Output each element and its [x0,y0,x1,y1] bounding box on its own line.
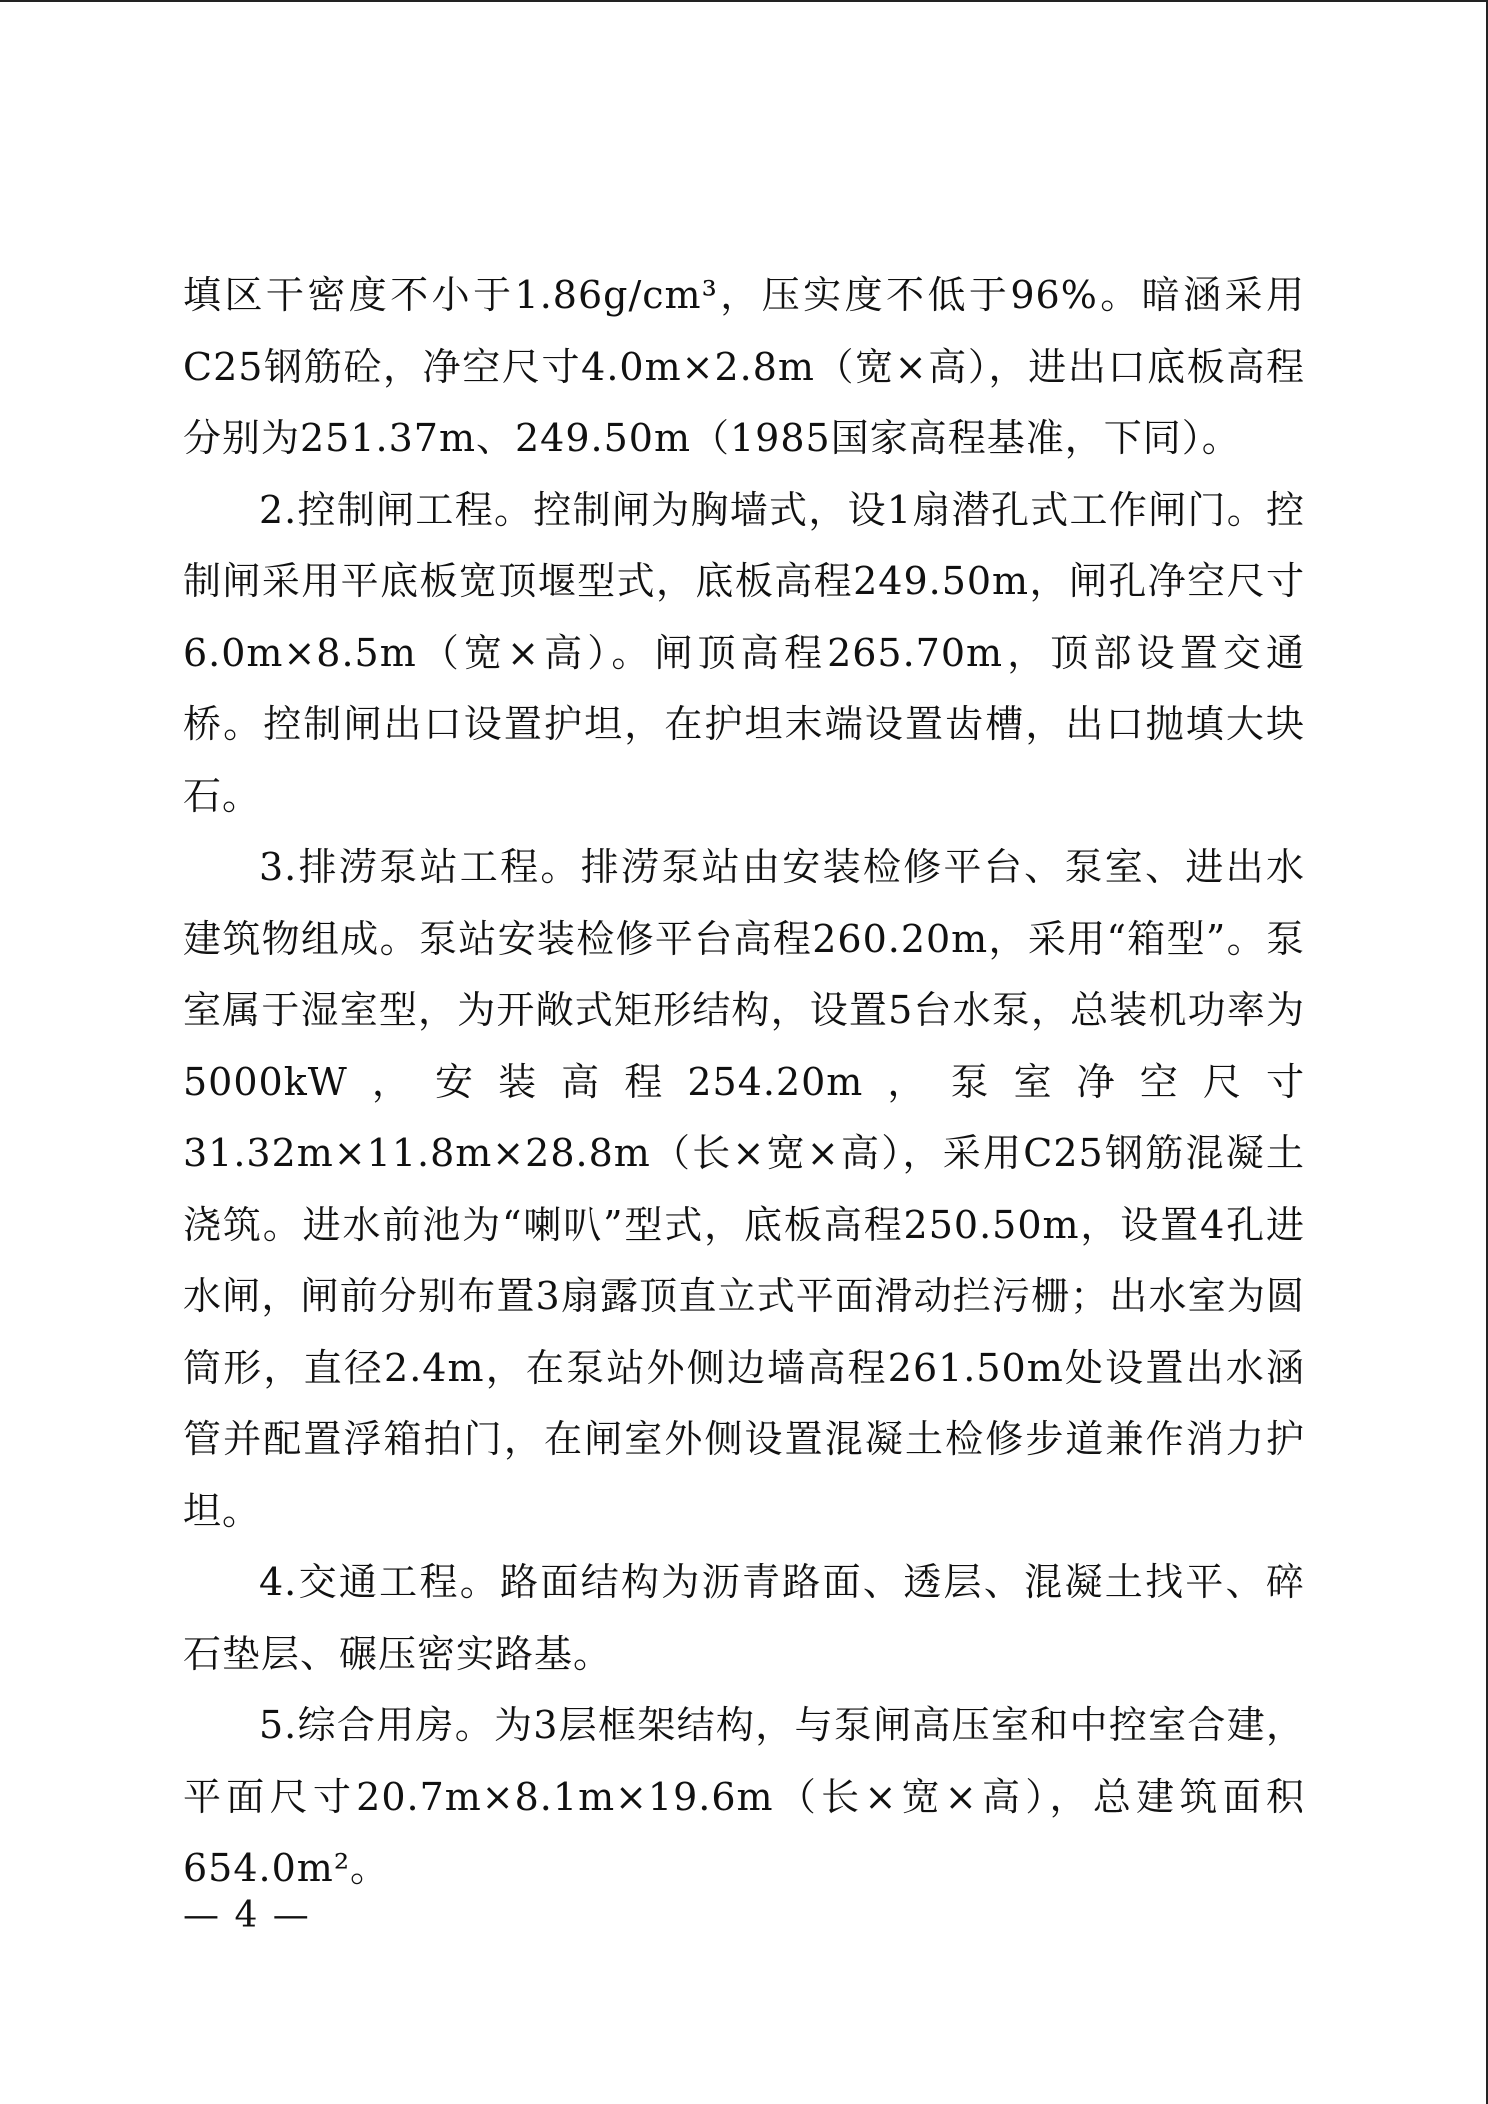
page-number: — 4 — [183,1895,311,1936]
paragraph-continuation: 填区干密度不小于1.86g/cm³，压实度不低于96%。暗涵采用C25钢筋砼，净空尺寸4.0m×2.8m（宽×高），进出口底板高程分别为251.37m、249.50m（1985国家高程基准，下同）。 [183,273,1305,460]
paragraph-traffic: 4.交通工程。路面结构为沥青路面、透层、混凝土找平、碎石垫层、碾压密实路基。 [183,1560,1305,1676]
paragraph-control-gate: 2.控制闸工程。控制闸为胸墙式，设1扇潜孔式工作闸门。控制闸采用平底板宽顶堰型式，底板高程249.50m，闸孔净空尺寸6.0m×8.5m（宽×高）。闸顶高程265.70m，顶部设置交通桥。控制闸出口设置护坦，在护坦末端设置齿槽，出口抛填大块石。 [183,487,1305,818]
body-text [183,260,1305,1905]
paragraph-pump-station: 3.排涝泵站工程。排涝泵站由安装检修平台、泵室、进出水建筑物组成。泵站安装检修平台高程260.20m，采用“箱型”。泵室属于湿室型，为开敞式矩形结构，设置5台水泵，总装机功率为5000kW，安装高程254.20m，泵室净空尺寸31.32m×11.8m×28.8m（长×宽×高），采用C25钢筋混凝土浇筑。进水前池为“喇叭”型式，底板高程250.50m，设置4孔进水闸，闸前分别布置3扇露顶直立式平面滑动拦污栅；出水室为圆筒形，直径2.4m，在泵站外侧边墙高程261.50m处设置出水涵管并配置浮箱拍门，在闸室外侧设置混凝土检修步道兼作消力护坦。 [183,845,1305,1533]
paragraph-building: 5.综合用房。为3层框架结构，与泵闸高压室和中控室合建，平面尺寸20.7m×8.1m×19.6m（长×宽×高），总建筑面积654.0m²。 [183,1703,1305,1890]
